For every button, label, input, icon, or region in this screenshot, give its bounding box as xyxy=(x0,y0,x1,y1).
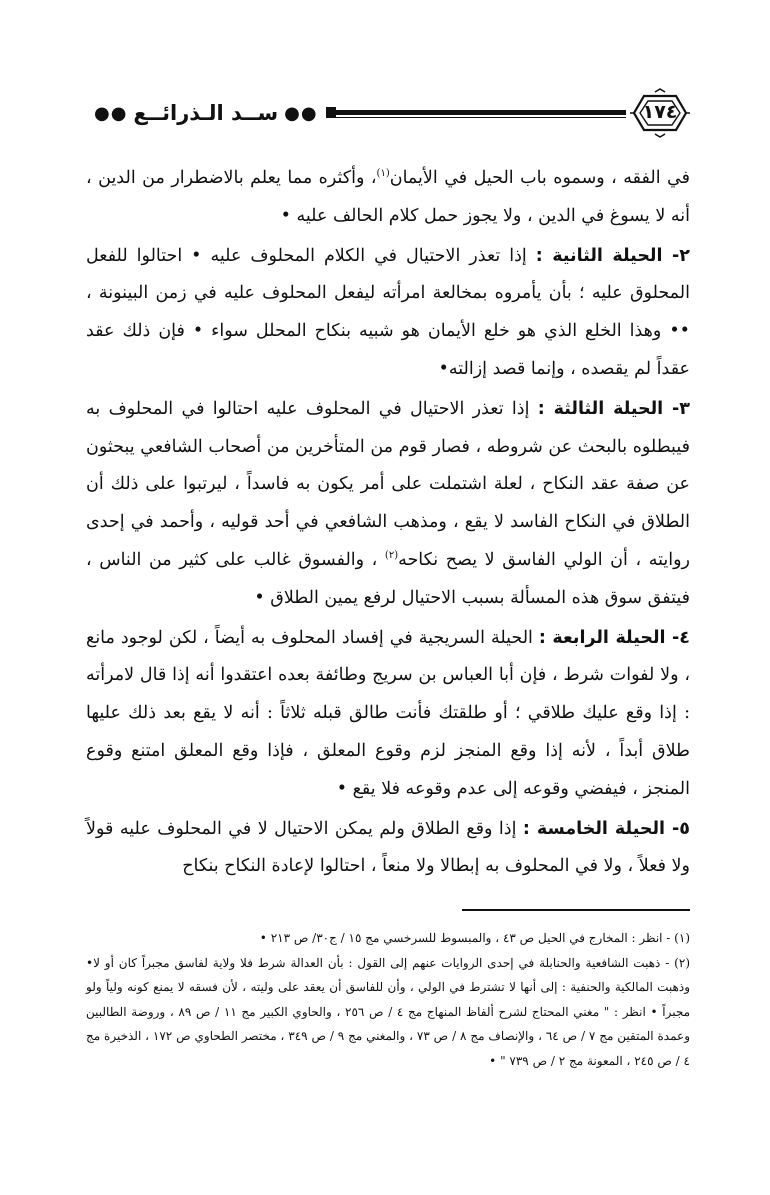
section-heading: ٣- الحيلة الثالثة : xyxy=(537,398,690,419)
section-heading: ٢- الحيلة الثانية : xyxy=(535,245,690,266)
page-header xyxy=(88,82,692,144)
paragraph-trick-4: ٤- الحيلة الرابعة : الحيلة السريجية في إفساد المحلوف به أيضاً ، لكن لوجود مانع ، ولا لفوات شرط ، فإن أبا العباس بن سريج وطائفة بعده اعتقدوا أنه إذا قال لامرأته : إذا وقع عليك طلاقي ؛ أو طلقتك فأنت طالق قبله ثلاثاً : أنه لا يقع بعد ذلك عليها طلاق أبداً ، لأنه إذا وقع المنجز لزم وقوع المعلق ، فإذا وقع المعلق امتنع وقوع المنجز ، فيفضي وقوعه إلى عدم وقوعه فلا يقع • xyxy=(86,627,690,799)
paragraph-intro: في الفقه ، وسموه باب الحيل في الأيمان$^{(١)}$، وأكثره مما يعلم بالاضطرار من الدين ، أنه لا يسوغ في الدين ، ولا يجوز حمل كلام الحالف عليه • xyxy=(86,168,690,226)
header-ornament-dots-end: ●● xyxy=(94,102,128,124)
footnote-2: (٢) - ذهبت الشافعية والحنابلة في إحدى الروايات عنهم إلى القول : بأن العدالة شرط فلا ولاية لفاسق مجبراً كان أو لا• وذهبت المالكية والحنفية : إلى أنها لا تشترط في الولي ، وأن للفاسق أن يعقد على وليته ، لأن فسقه لا يمنع كونه ولياً ولو مجبراً • انظر : " مغني المحتاج لشرح ألفاظ المنهاج مج ٤ / ص ٢٥٦ ، والحاوي الكبير مج ١١ / ص ٨٩ ، وروضة الطالبين وعمدة المتقين مج ٧ / ص ٦٤ ، والإنصاف مج ٨ / ص ٧٣ ، والمغني مج ٩ / ص ٣٤٩ ، مختصر الطحاوي ص ١٧٢ ، الذخيرة مج ٤ / ص ٢٤٥ ، المعونة مج ٢ / ص ٧٣٩ " • xyxy=(86,955,690,1068)
footnote-ref-2[interactable]: (٢) xyxy=(384,550,399,562)
page-number: ١٧٤ xyxy=(642,101,678,123)
paragraph-trick-5: ٥- الحيلة الخامسة : إذا وقع الطلاق ولم يمكن الاحتيال لا في المحلوف عليه قولاً ولا فعلاً ، ولا في المحلوف به إبطالا ولا منعاً ، احتالوا لإعادة النكاح بنكاح xyxy=(86,818,690,877)
footnote-divider xyxy=(462,909,690,911)
paragraph-trick-3: ٣- الحيلة الثالثة : إذا تعذر الاحتيال في المحلوف عليه احتالوا في المحلوف به فيبطلوه بالبحث عن شروطه ، فصار قوم من المتأخرين من أصحاب الشافعي يبحثون عن صفة عقد النكاح ، لعلة اشتملت على أمر يكون به فاسداً ، ليرتبوا على ذلك أن الطلاق في النكاح الفاسد لا يقع ، ومذهب الشافعي في أحد قوليه ، وأحمد في إحدى روايته ، أن الولي الفاسق لا يصح نكاحه$^{(٢)}$ ، والفسوق غالب على كثير من الناس ، فيتفق سوق هذه المسألة بسبب الاحتيال لرفع يمين الطلاق • xyxy=(86,398,691,608)
running-title: ســد الـذرائــع xyxy=(133,101,279,125)
footnote-1: (١) - انظر : المخارج في الحيل ص ٤٣ ، والمبسوط للسرخسي مج ١٥ / ج٣٠/ ص ٢١٣ • xyxy=(259,931,690,945)
main-text xyxy=(86,160,690,888)
footnotes xyxy=(86,926,690,1074)
page-number-badge xyxy=(628,88,692,138)
paragraph-trick-2: ٢- الحيلة الثانية : إذا تعذر الاحتيال في الكلام المحلوف عليه • احتالوا للفعل المحلوق عليه ؛ بأن يأمروه بمخالعة امرأته ليفعل المحلوف عليه في زمن البينونة ، •• وهذا الخلع الذي هو خلع الأيمان هو شبيه بنكاح المحلل سواء • فإن ذلك عقد عقداً لم يقصده ، وإنما قصد إزالته• xyxy=(86,245,690,379)
section-heading: ٥- الحيلة الخامسة : xyxy=(522,818,690,839)
section-heading: ٤- الحيلة الرابعة : xyxy=(538,627,690,648)
footnote-ref-1[interactable]: (١) xyxy=(376,168,390,180)
header-ornament-dots: ●● xyxy=(284,102,318,124)
header-rule-right xyxy=(326,103,626,123)
